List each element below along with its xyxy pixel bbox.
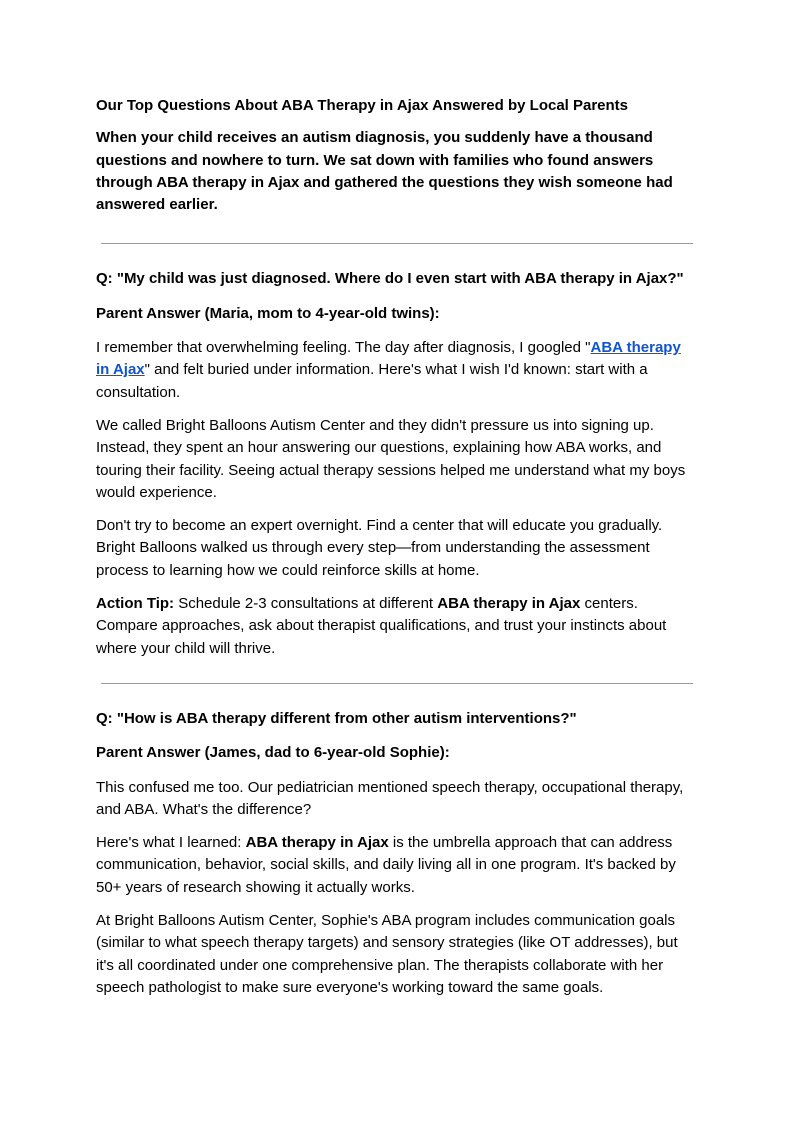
question-section-1 bbox=[96, 268, 698, 659]
parent-answer-heading: Parent Answer (Maria, mom to 4-year-old twins): bbox=[96, 304, 440, 322]
question-section-2 bbox=[96, 708, 698, 999]
intro-paragraph: When your child receives an autism diagnosis, you suddenly have a thousand questions and nowhere to turn. We sat down with families who found answers through ABA therapy in Ajax and gathered the questions they wish someone had answered earlier. bbox=[96, 129, 673, 214]
action-tip-label: Action Tip: bbox=[96, 595, 175, 613]
question-heading: Q: "My child was just diagnosed. Where do I even start with ABA therapy in Ajax?" bbox=[96, 270, 684, 288]
keyword-bold: ABA therapy in Ajax bbox=[245, 834, 389, 852]
keyword-bold: ABA therapy in Ajax bbox=[437, 595, 581, 613]
answer-paragraph bbox=[96, 832, 698, 899]
answer-text: " and felt buried under information. Here's what I wish I'd known: start with a consultation. bbox=[96, 361, 648, 401]
page-title: Our Top Questions About ABA Therapy in Ajax Answered by Local Parents bbox=[96, 97, 629, 114]
answer-paragraph: We called Bright Balloons Autism Center and they didn't pressure us into signing up. Instead, they spent an hour answering our questions, explaining how ABA works, and touring their facility. Seeing actual therapy sessions helped me understand what my boys would experience. bbox=[96, 416, 686, 501]
section-divider bbox=[101, 243, 693, 244]
answer-text: I remember that overwhelming feeling. The day after diagnosis, I googled " bbox=[96, 339, 591, 357]
answer-text: is the umbrella approach that can address communication, behavior, social skills, and daily living all in one program. It's backed by 50+ years of research showing it actually works. bbox=[96, 834, 676, 896]
answer-text: Schedule 2-3 consultations at different bbox=[174, 595, 438, 613]
answer-paragraph: At Bright Balloons Autism Center, Sophie's ABA program includes communication goals (similar to what speech therapy targets) and sensory strategies (like OT addresses), but it's all coordinated under one comprehensive plan. The therapists collaborate with her speech pathologist to make sure everyone's working toward the same goals. bbox=[96, 912, 678, 996]
answer-text: Here's what I learned: bbox=[96, 834, 246, 852]
aba-therapy-link[interactable]: ABA therapy in Ajax bbox=[96, 339, 681, 379]
answer-paragraph bbox=[96, 337, 698, 404]
answer-paragraph: This confused me too. Our pediatrician mentioned speech therapy, occupational therapy, and ABA. What's the difference? bbox=[96, 778, 684, 818]
document-page bbox=[96, 95, 698, 1010]
question-heading: Q: "How is ABA therapy different from other autism interventions?" bbox=[96, 709, 577, 727]
section-divider bbox=[101, 683, 693, 684]
answer-paragraph: Don't try to become an expert overnight. Find a center that will educate you gradually. Bright Balloons walked us through every step—from understanding the assessment process to learning how we could reinforce skills at home. bbox=[96, 517, 663, 579]
action-tip-paragraph bbox=[96, 593, 698, 660]
parent-answer-heading: Parent Answer (James, dad to 6-year-old Sophie): bbox=[96, 744, 450, 762]
answer-text: centers. Compare approaches, ask about therapist qualifications, and trust your instincts about where your child will thrive. bbox=[96, 595, 667, 657]
